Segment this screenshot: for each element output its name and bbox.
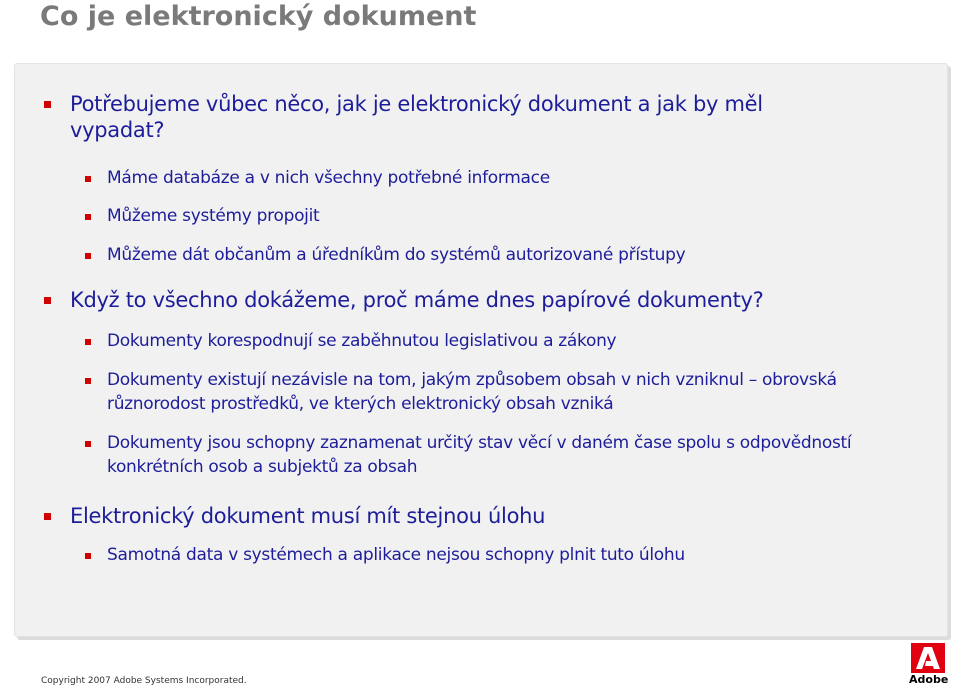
bullet-level2: Máme databáze a v nich všechny potřebné informace [107,168,550,188]
bullet-marker [85,253,91,259]
bullet-marker [85,176,91,182]
adobe-logo-word: Adobe [909,673,949,686]
bullet-level2: Dokumenty jsou schopny zaznamenat určitý stav věcí v daném čase spolu s odpovědností konkrétních osob a subjektů za obsah [107,433,852,477]
bullet-marker [44,297,51,304]
bullet-marker [85,441,91,447]
bullet-level2: Samotná data v systémech a aplikace nejsou schopny plnit tuto úlohu [107,545,685,565]
bullet-marker [85,214,91,220]
bullet-level1: Potřebujeme vůbec něco, jak je elektronický dokument a jak by měl vypadat? [70,92,763,142]
slide-title: Co je elektronický dokument [40,1,477,32]
adobe-logo [909,643,947,687]
bullet-marker [44,513,51,520]
bullet-level1: Když to všechno dokážeme, proč máme dnes papírové dokumenty? [70,288,764,312]
adobe-logo-icon [911,643,945,673]
bullet-marker [85,378,91,384]
bullet-marker [44,101,51,108]
copyright-footer: Copyright 2007 Adobe Systems Incorporated. [41,676,247,686]
bullet-level1: Elektronický dokument musí mít stejnou úlohu [70,504,546,528]
bullet-marker [85,553,91,559]
bullet-level2: Můžeme dát občanům a úředníkům do systémů autorizované přístupy [107,245,686,265]
bullet-level2: Můžeme systémy propojit [107,206,320,226]
bullet-marker [85,339,91,345]
bullet-level2: Dokumenty korespodnují se zaběhnutou legislativou a zákony [107,331,617,351]
adobe-a-icon [911,643,945,673]
bullet-level2: Dokumenty existují nezávisle na tom, jakým způsobem obsah v nich vzniknul – obrovská různorodost prostředků, ve kterých elektronický obsah vzniká [107,370,837,414]
